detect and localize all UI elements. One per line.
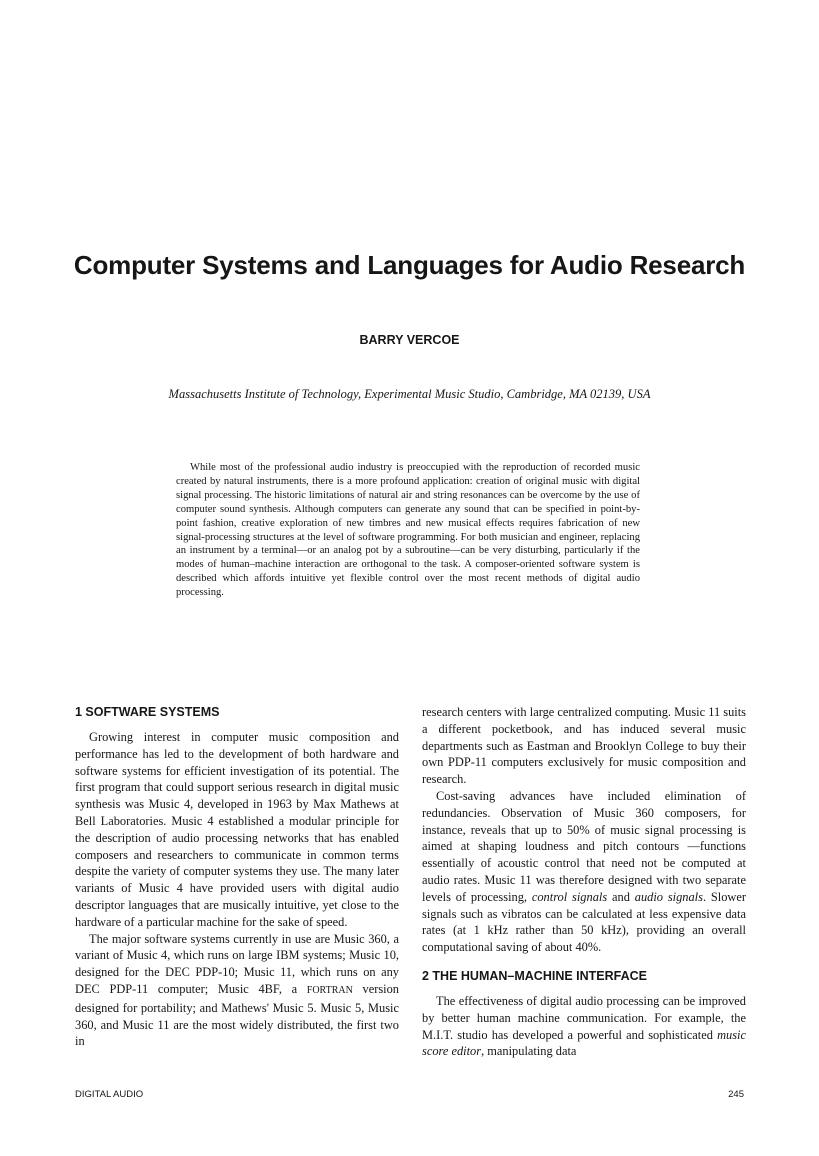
footer-page-number: 245 <box>728 1089 744 1100</box>
term-control-signals: control signals <box>531 889 608 904</box>
term-audio-signals: audio signals <box>634 889 703 904</box>
author-name: BARRY VERCOE <box>359 333 460 347</box>
paragraph-major-systems: The major software systems currently in use are Music 360, a variant of Music 4, which runs on large IBM systems; Music 10, designed for the DEC PDP-10; Music 11, which runs on any DEC PDP-11 computer; Music 4BF, a FORTRAN version designed for portability; and Mathews' Music 5. Music 5, Music 360, and Music 11 are the most widely distributed, the first two in <box>75 931 399 1049</box>
column-right <box>422 704 746 1060</box>
term-music-score-editor: music score editor <box>422 1027 746 1059</box>
section-heading-software-systems: 1 SOFTWARE SYSTEMS <box>75 705 220 719</box>
section-heading-human-machine: 2 THE HUMAN–MACHINE INTERFACE <box>422 968 648 983</box>
column-left <box>75 704 399 1050</box>
paragraph-software-intro: Growing interest in computer music composition and performance has led to the development of both hardware and software systems for efficient investigation of its potential. The first program that could support serious research in digital music synthesis was Music 4, developed in 1963 by Max Mathews at Bell Laboratories. Music 4 established a modular principle for the description of audio processing networks that has enabled composers and researchers to communicate in common terms despite the variety of computer systems they use. The many later variants of Music 4 have provided users with digital audio descriptor languages that are musically intuitive, yet close to the hardware of a particular machine for the sake of speed. <box>75 730 399 929</box>
fortran-smallcaps: FORTRAN <box>306 984 353 996</box>
abstract: While most of the professional audio industry is preoccupied with the reproduction of recorded music created by natural instruments, there is a more profound application: creation of original music with digital signal processing. The historic limitations of natural air and string resonances can be overcome by the use of computer sound synthesis. Although computers can generate any sound that can be specified in point-by-point fashion, creative exploration of new timbres and new musical effects requires fabrication of new signal-processing structures at the level of software programming. For both musician and engineer, replacing an instrument by a terminal—or an analog pot by a subroutine—can be very disturbing, particularly if the modes of human–machine interaction are orthogonal to the task. A composer-oriented software system is described which affords intuitive yet flexible control over the most recent methods of digital audio processing. <box>176 462 640 599</box>
paragraph-research-centers: research centers with large centralized computing. Music 11 suits a different pocketbook, and has induced several music departments such as Eastman and Brooklyn College to buy their own PDP-11 computers exclusively for music composition and research. <box>422 705 746 787</box>
paper-title: Computer Systems and Languages for Audio Research <box>73 250 746 280</box>
paragraph-human-machine: The effectiveness of digital audio processing can be improved by better human machine communication. For example, the M.I.T. studio has developed a powerful and sophisticated music score editor, manipulating data <box>422 993 746 1059</box>
footer-journal-name: DIGITAL AUDIO <box>75 1089 144 1100</box>
author-affiliation: Massachusetts Institute of Technology, Experimental Music Studio, Cambridge, MA 02139, USA <box>168 387 651 401</box>
paragraph-cost-saving: Cost-saving advances have included elimination of redundancies. Observation of Music 360 composers, for instance, reveals that up to 50% of music signal processing is aimed at shaping loudness and pitch contours —functions essentially of acoustic control that need not be computed at audio rates. Music 11 was therefore designed with two separate levels of processing, control signals and audio signals. Slower signals such as vibratos can be calculated at less expensive data rates (at 1 kHz rather than 50 kHz), providing an overall computational saving of about 40%. <box>422 788 746 955</box>
